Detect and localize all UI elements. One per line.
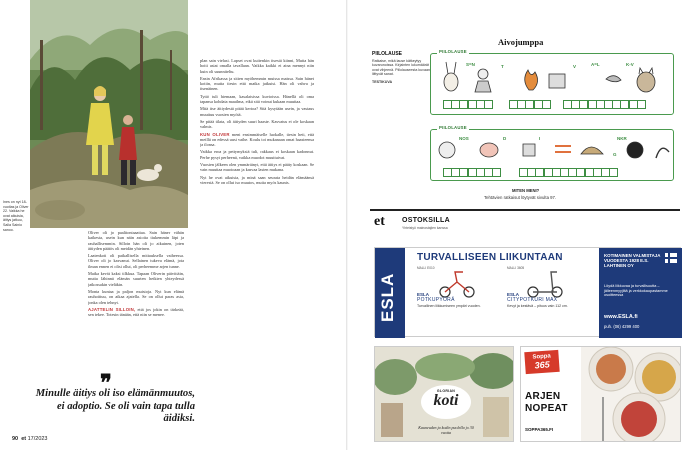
- rebus-hint: D: [503, 136, 507, 141]
- puzzle-heading: PIILOLAUSE: [372, 51, 403, 57]
- esla-product-2: [507, 266, 595, 308]
- page-number: 90: [12, 436, 19, 442]
- soppa365-headline: [525, 391, 568, 415]
- answer-boxes[interactable]: [563, 100, 645, 109]
- issue-number: 17/2023: [27, 436, 48, 442]
- paragraph: Tyttö tuli hiemaan, kasalaisissa kuvioissa. Hänellä oli oma tapansa kohdata maailma, eikä sitä voinut kukaan muuttaa.: [200, 93, 314, 105]
- headline-line: ARJEN: [525, 391, 561, 402]
- paragraph: Oliver oli jo paalitontaaattaa. Sain häner vähän kaikesta, usein kun näin asioita tiukemmin läpi ja rauhallisemmin. Silloin hän oli jo aikuinen, joten äitiyden päätös oli meidän yhteinen.: [88, 230, 184, 251]
- paragraph: Se pitää tilata, oli äitiyden suuri haaste. Kasvatus ei ole koskaan valmis.: [200, 118, 314, 130]
- article-column-1: [88, 230, 184, 385]
- article-column-2: [200, 58, 314, 430]
- esla-website-link[interactable]: www.ESLA.fi: [604, 314, 638, 320]
- paragraph: [88, 307, 184, 318]
- paragraph: Monta kuntaa ja paljon muistoja. Nyt kun elämä rauhoittuu, on aikaa ajatella. Se on ollut paras asia, jonka olen tehnyt.: [88, 288, 184, 305]
- magazine-logo: et: [374, 214, 385, 229]
- puzzle-section-title: Aivojumppa: [498, 37, 544, 47]
- finnish-flag-icon: [665, 253, 677, 263]
- glorian-koti-logo: [421, 385, 471, 419]
- rebus-hint: K-V: [626, 62, 634, 67]
- esla-phone: puh. (06) 4299 400: [604, 324, 640, 329]
- esla-info-panel: [599, 248, 682, 338]
- product-model: MALLI E010: [417, 266, 435, 270]
- paragraph: Vuosien jälkeen olen ymmärtänyt, että äitiys ei pääty koskaan. Se vain muuttaa muotoaan ja kasvaa lasten mukana.: [200, 162, 314, 173]
- soppa365-advertisement[interactable]: [520, 346, 681, 442]
- paragraph: Vaikka eroa ja pettymyksiä tuli, rakkaus ei koskaan kadonnut. Perhe pysyi perheenä, vaikka muodot muuttuivat.: [200, 149, 314, 160]
- product-name: POTKUPYÖRÄ: [417, 297, 455, 303]
- puzzle-description: [372, 52, 432, 85]
- answers-reference: Tehtävien ratkaisut löytyvät sivulta 97.: [484, 195, 557, 200]
- paragraph: Mitä itse äitiydestä pitää kertoa? Sitä kysytään usein, ja vastaus muuttuu vuosien myötä.: [200, 106, 314, 117]
- paragraph: Maika kevät kaksi tilkkua. Tapaan Oliverin päivittäin, mutta lähinnä elämän suurten hetkien yhteydessä jatkossakin vieläkin.: [88, 271, 184, 287]
- soppa365-website-link[interactable]: SOPPA365.FI: [525, 427, 554, 432]
- answers-heading: MITEN MENI?: [512, 188, 540, 193]
- paragraph: Nyt he ovat aikuisia, ja minä saan seurata heidän elämäänsä vierestä. Se on ollut iso muutos, mutta myös kaunis.: [200, 174, 314, 185]
- paragraph-text: meni ensimmäiselle luokalle, tiesin heti, että meillä on edessä uusi vaihe. Koulu toi mukanaan omat haasteensa ja ilonsa.: [200, 131, 314, 148]
- logo-word: Soppa: [532, 353, 552, 361]
- photo-caption: Ines on nyt 18-vuotias ja Oliver 22. Vaikka he ovat aikuisia, äitiys jatkuu, Salla Sainio sanoo.: [3, 200, 29, 232]
- paragraph-text: että jos jokin on tärkeää, sen tekee. Totesin tänään, että niin se menee.: [88, 306, 184, 318]
- esla-logo: ESLA: [378, 272, 397, 322]
- soppa365-logo: [524, 350, 559, 374]
- puzzle-label: PIILOLAUSE: [439, 125, 467, 130]
- page-footer: [12, 436, 48, 442]
- forest-photo-illustration: [30, 0, 188, 228]
- magazine-name: et: [21, 436, 27, 442]
- rebus-hint: V: [573, 64, 577, 69]
- paragraph: [200, 132, 314, 148]
- paragraph: Laatenkoti oli paikallisella mittauksella vaiheessa. Oliver oli jo kasvanut. Sellainen tukeva elämä, jota ilman ennen ei olisi ollut, oli perheemme arjen tunne.: [88, 253, 184, 269]
- esla-manufacturer: KOTIMAINEN VALMISTAJA VUODESTA 1928 E.S. LAHTINEN OY: [604, 253, 661, 269]
- shopping-section-title: OSTOKSILLA: [402, 217, 450, 224]
- koti-tagline: Kauneuden ja kodin puolella jo 30 vuotta: [418, 425, 474, 435]
- rebus-hint: I: [539, 136, 541, 141]
- right-page: [348, 0, 696, 450]
- rebus-hint: G: [613, 152, 617, 157]
- logo-top: GLORIAN: [436, 389, 456, 393]
- esla-brand-band: [375, 248, 405, 338]
- product-model: MALLI 3605: [507, 266, 525, 270]
- rebus-puzzle-1: [430, 49, 674, 115]
- answer-boxes[interactable]: [443, 168, 500, 177]
- esla-headline: TURVALLISEEN LIIKUNTAAN: [417, 252, 563, 263]
- product-brand: ESLA: [417, 292, 430, 297]
- section-divider: [370, 209, 680, 211]
- rebus-hint: A=L: [591, 62, 600, 67]
- article-photo: [30, 0, 188, 228]
- puzzle-author: TESTIKUVA: [372, 79, 393, 84]
- puzzle-instructions: Ratkaise, mikä lause kätkeytyy kuvarunoissa. Kirjainten lukumäärät ovat vihjeenä. Piilolauseesta kuvaan liittyvät sanat.: [372, 58, 430, 77]
- product-description: Turvallinen liikkumiseen ympäri vuoden.: [417, 304, 481, 308]
- koti-advertisement[interactable]: [374, 346, 514, 442]
- pull-quote: Minulle äitiys oli iso elämänmuutos, ei adoptio. Se oli vain tapa tulla äidiksi.: [35, 388, 195, 424]
- paragraph: plan sain vielasi. Lapset ovat kuitenkin itsestä kiinni, Mutta hän hoiti asiat omalla tavallaan. Vaikka kaikki ei aina mennyt niin kuin oli suunniteltu.: [200, 58, 314, 74]
- product-name: CITYPOTKURI MAX: [507, 297, 558, 303]
- logo-name: koti: [433, 392, 459, 409]
- esla-advertisement[interactable]: [374, 247, 681, 337]
- paragraph-kicker: AJATTELIN SILLOIN,: [88, 306, 136, 312]
- food-plates-illustration: [581, 347, 681, 442]
- rebus-hint: S=N: [466, 62, 475, 67]
- headline-line: NOPEAT: [525, 403, 568, 414]
- rebus-hint: NKR: [617, 136, 627, 141]
- product-description: Kevyt ja kestävä – pituus vain 112 cm.: [507, 304, 568, 308]
- logo-number: 365: [534, 359, 551, 371]
- esla-info-text: Löydä liikkuvaa ja turvallisuutta – jälleenmyyjiltä ja verkkokaupastamme osoitteessa: [604, 284, 668, 298]
- paragraph-kicker: KUN OLIVER: [200, 131, 230, 137]
- answer-boxes[interactable]: [443, 100, 492, 109]
- quote-mark-icon: ❞: [100, 370, 112, 395]
- rebus-hint: T: [501, 64, 504, 69]
- answer-boxes[interactable]: [519, 168, 617, 177]
- rebus-hint: NOS: [459, 136, 469, 141]
- esla-product-1: [417, 266, 497, 308]
- shopping-section-subtitle: Yhteistyö mainostajien kanssa: [402, 226, 448, 230]
- product-brand: ESLA: [507, 292, 520, 297]
- answer-boxes[interactable]: [509, 100, 550, 109]
- rebus-puzzle-2: [430, 125, 674, 181]
- puzzle-label: PIILOLAUSE: [439, 49, 467, 54]
- paragraph: Ensin Afrikassa ja sitten myöhemmin muissa maissa. Sain hänet kotiin, mutta tiesin että matka jatkuisi. Hän oli vahva ja itsenäinen.: [200, 75, 314, 92]
